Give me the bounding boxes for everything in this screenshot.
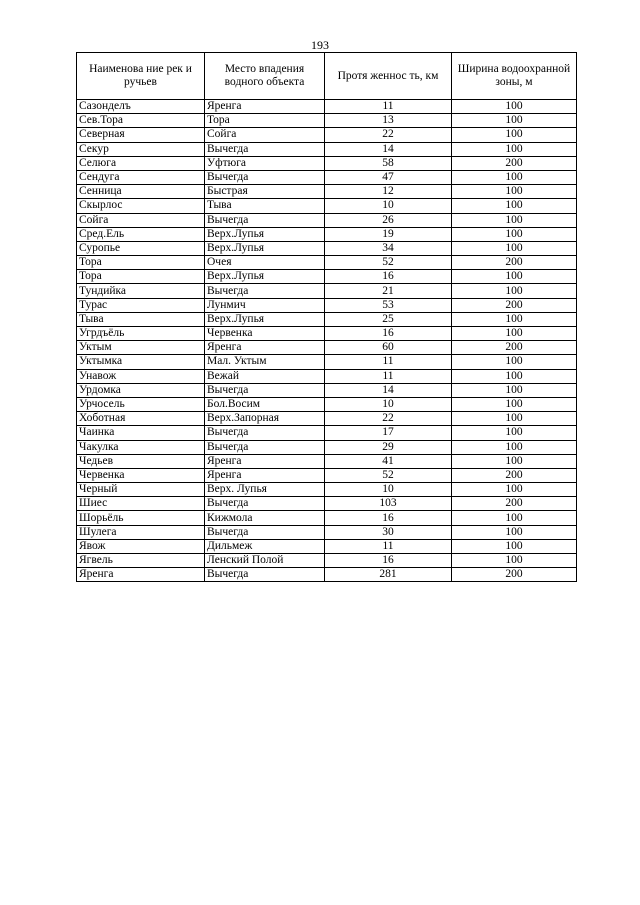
zone-width-cell: 100 — [452, 142, 577, 156]
confluence-cell: Тора — [205, 114, 325, 128]
river-name-cell: Сенница — [77, 185, 205, 199]
length-cell: 52 — [325, 256, 452, 270]
table-row — [77, 554, 577, 568]
zone-width-cell: 100 — [452, 100, 577, 114]
table-row — [77, 369, 577, 383]
table-row — [77, 199, 577, 213]
header-protection-zone-width: Ширина водоохранной зоны, м — [452, 53, 577, 100]
header-length: Протя женнос ть, км — [325, 53, 452, 100]
table-row — [77, 412, 577, 426]
river-name-cell: Чаинка — [77, 426, 205, 440]
table-row — [77, 114, 577, 128]
length-cell: 10 — [325, 397, 452, 411]
length-cell: 13 — [325, 114, 452, 128]
table-row — [77, 383, 577, 397]
confluence-cell: Очея — [205, 256, 325, 270]
confluence-cell: Яренга — [205, 468, 325, 482]
river-name-cell: Сазонделъ — [77, 100, 205, 114]
zone-width-cell: 100 — [452, 170, 577, 184]
river-name-cell: Тыва — [77, 312, 205, 326]
length-cell: 52 — [325, 468, 452, 482]
table-row — [77, 341, 577, 355]
table-body — [77, 100, 577, 582]
table-row — [77, 327, 577, 341]
zone-width-cell: 100 — [452, 525, 577, 539]
zone-width-cell: 100 — [452, 511, 577, 525]
zone-width-cell: 200 — [452, 341, 577, 355]
table-row — [77, 241, 577, 255]
zone-width-cell: 100 — [452, 440, 577, 454]
confluence-cell: Верх.Лупья — [205, 312, 325, 326]
length-cell: 19 — [325, 227, 452, 241]
river-name-cell: Тора — [77, 256, 205, 270]
length-cell: 281 — [325, 568, 452, 582]
confluence-cell: Бол.Восим — [205, 397, 325, 411]
confluence-cell: Мал. Уктым — [205, 355, 325, 369]
confluence-cell: Вычегда — [205, 284, 325, 298]
confluence-cell: Вычегда — [205, 525, 325, 539]
table-row — [77, 213, 577, 227]
zone-width-cell: 200 — [452, 468, 577, 482]
length-cell: 26 — [325, 213, 452, 227]
length-cell: 10 — [325, 483, 452, 497]
confluence-cell: Сойга — [205, 128, 325, 142]
confluence-cell: Яренга — [205, 454, 325, 468]
length-cell: 16 — [325, 327, 452, 341]
confluence-cell: Червенка — [205, 327, 325, 341]
river-name-cell: Чедьев — [77, 454, 205, 468]
table-row — [77, 440, 577, 454]
length-cell: 58 — [325, 156, 452, 170]
river-name-cell: Суропье — [77, 241, 205, 255]
zone-width-cell: 100 — [452, 412, 577, 426]
river-name-cell: Урчосель — [77, 397, 205, 411]
confluence-cell: Кижмола — [205, 511, 325, 525]
zone-width-cell: 100 — [452, 114, 577, 128]
length-cell: 34 — [325, 241, 452, 255]
zone-width-cell: 100 — [452, 312, 577, 326]
table-row — [77, 227, 577, 241]
river-name-cell: Ягвель — [77, 554, 205, 568]
river-name-cell: Уктымка — [77, 355, 205, 369]
zone-width-cell: 100 — [452, 426, 577, 440]
length-cell: 11 — [325, 539, 452, 553]
zone-width-cell: 100 — [452, 483, 577, 497]
zone-width-cell: 200 — [452, 568, 577, 582]
zone-width-cell: 100 — [452, 270, 577, 284]
length-cell: 21 — [325, 284, 452, 298]
length-cell: 17 — [325, 426, 452, 440]
length-cell: 103 — [325, 497, 452, 511]
river-name-cell: Сойга — [77, 213, 205, 227]
river-name-cell: Селюга — [77, 156, 205, 170]
river-name-cell: Явож — [77, 539, 205, 553]
table-row — [77, 156, 577, 170]
zone-width-cell: 100 — [452, 327, 577, 341]
table-row — [77, 170, 577, 184]
table-row — [77, 568, 577, 582]
river-name-cell: Червенка — [77, 468, 205, 482]
zone-width-cell: 100 — [452, 128, 577, 142]
table-row — [77, 497, 577, 511]
table-row — [77, 426, 577, 440]
confluence-cell: Лунмич — [205, 298, 325, 312]
confluence-cell: Верх.Лупья — [205, 241, 325, 255]
length-cell: 16 — [325, 554, 452, 568]
rivers-table — [76, 52, 577, 582]
river-name-cell: Чакулка — [77, 440, 205, 454]
confluence-cell: Вычегда — [205, 426, 325, 440]
confluence-cell: Вычегда — [205, 142, 325, 156]
length-cell: 29 — [325, 440, 452, 454]
length-cell: 14 — [325, 142, 452, 156]
river-name-cell: Угрдъёль — [77, 327, 205, 341]
table-row — [77, 312, 577, 326]
header-confluence-place: Место впадения водного объекта — [205, 53, 325, 100]
confluence-cell: Вычегда — [205, 440, 325, 454]
river-name-cell: Черный — [77, 483, 205, 497]
table-row — [77, 454, 577, 468]
length-cell: 10 — [325, 199, 452, 213]
river-name-cell: Хоботная — [77, 412, 205, 426]
length-cell: 11 — [325, 369, 452, 383]
table-row — [77, 397, 577, 411]
zone-width-cell: 200 — [452, 298, 577, 312]
table-row — [77, 355, 577, 369]
confluence-cell: Вежай — [205, 369, 325, 383]
confluence-cell: Уфтюга — [205, 156, 325, 170]
length-cell: 16 — [325, 511, 452, 525]
confluence-cell: Тыва — [205, 199, 325, 213]
confluence-cell: Дильмеж — [205, 539, 325, 553]
confluence-cell: Верх.Лупья — [205, 227, 325, 241]
table-row — [77, 256, 577, 270]
confluence-cell: Яренга — [205, 100, 325, 114]
zone-width-cell: 100 — [452, 539, 577, 553]
page-number: 193 — [311, 38, 329, 52]
zone-width-cell: 100 — [452, 185, 577, 199]
zone-width-cell: 100 — [452, 383, 577, 397]
zone-width-cell: 100 — [452, 369, 577, 383]
table-row — [77, 270, 577, 284]
table-row — [77, 100, 577, 114]
zone-width-cell: 100 — [452, 355, 577, 369]
table-row — [77, 284, 577, 298]
length-cell: 25 — [325, 312, 452, 326]
river-name-cell: Шиес — [77, 497, 205, 511]
length-cell: 60 — [325, 341, 452, 355]
river-name-cell: Унавож — [77, 369, 205, 383]
river-name-cell: Секур — [77, 142, 205, 156]
zone-width-cell: 100 — [452, 213, 577, 227]
river-name-cell: Шулега — [77, 525, 205, 539]
length-cell: 16 — [325, 270, 452, 284]
length-cell: 47 — [325, 170, 452, 184]
river-name-cell: Урдомка — [77, 383, 205, 397]
river-name-cell: Тундийка — [77, 284, 205, 298]
table-row — [77, 468, 577, 482]
length-cell: 11 — [325, 100, 452, 114]
confluence-cell: Вычегда — [205, 213, 325, 227]
zone-width-cell: 200 — [452, 156, 577, 170]
river-name-cell: Яренга — [77, 568, 205, 582]
length-cell: 22 — [325, 128, 452, 142]
confluence-cell: Вычегда — [205, 497, 325, 511]
confluence-cell: Вычегда — [205, 170, 325, 184]
table-row — [77, 142, 577, 156]
river-name-cell: Турас — [77, 298, 205, 312]
confluence-cell: Быстрая — [205, 185, 325, 199]
confluence-cell: Верх.Лупья — [205, 270, 325, 284]
length-cell: 12 — [325, 185, 452, 199]
zone-width-cell: 200 — [452, 497, 577, 511]
river-name-cell: Северная — [77, 128, 205, 142]
zone-width-cell: 100 — [452, 554, 577, 568]
zone-width-cell: 100 — [452, 284, 577, 298]
river-name-cell: Тора — [77, 270, 205, 284]
length-cell: 14 — [325, 383, 452, 397]
river-name-cell: Сендуга — [77, 170, 205, 184]
length-cell: 30 — [325, 525, 452, 539]
table-row — [77, 511, 577, 525]
confluence-cell: Ленский Полой — [205, 554, 325, 568]
zone-width-cell: 100 — [452, 241, 577, 255]
confluence-cell: Вычегда — [205, 568, 325, 582]
zone-width-cell: 100 — [452, 397, 577, 411]
zone-width-cell: 100 — [452, 454, 577, 468]
confluence-cell: Яренга — [205, 341, 325, 355]
length-cell: 41 — [325, 454, 452, 468]
length-cell: 11 — [325, 355, 452, 369]
river-name-cell: Уктым — [77, 341, 205, 355]
table-header — [77, 53, 577, 100]
table-row — [77, 525, 577, 539]
confluence-cell: Верх. Лупья — [205, 483, 325, 497]
river-name-cell: Шорьёль — [77, 511, 205, 525]
length-cell: 22 — [325, 412, 452, 426]
river-name-cell: Скырлос — [77, 199, 205, 213]
river-name-cell: Сев.Тора — [77, 114, 205, 128]
table-row — [77, 128, 577, 142]
table-row — [77, 483, 577, 497]
confluence-cell: Верх.Запорная — [205, 412, 325, 426]
header-row — [77, 53, 577, 100]
table-row — [77, 539, 577, 553]
zone-width-cell: 100 — [452, 227, 577, 241]
river-name-cell: Сред.Ель — [77, 227, 205, 241]
table-row — [77, 185, 577, 199]
length-cell: 53 — [325, 298, 452, 312]
header-river-name: Наименова ние рек и ручьев — [77, 53, 205, 100]
confluence-cell: Вычегда — [205, 383, 325, 397]
zone-width-cell: 100 — [452, 199, 577, 213]
zone-width-cell: 200 — [452, 256, 577, 270]
table-row — [77, 298, 577, 312]
